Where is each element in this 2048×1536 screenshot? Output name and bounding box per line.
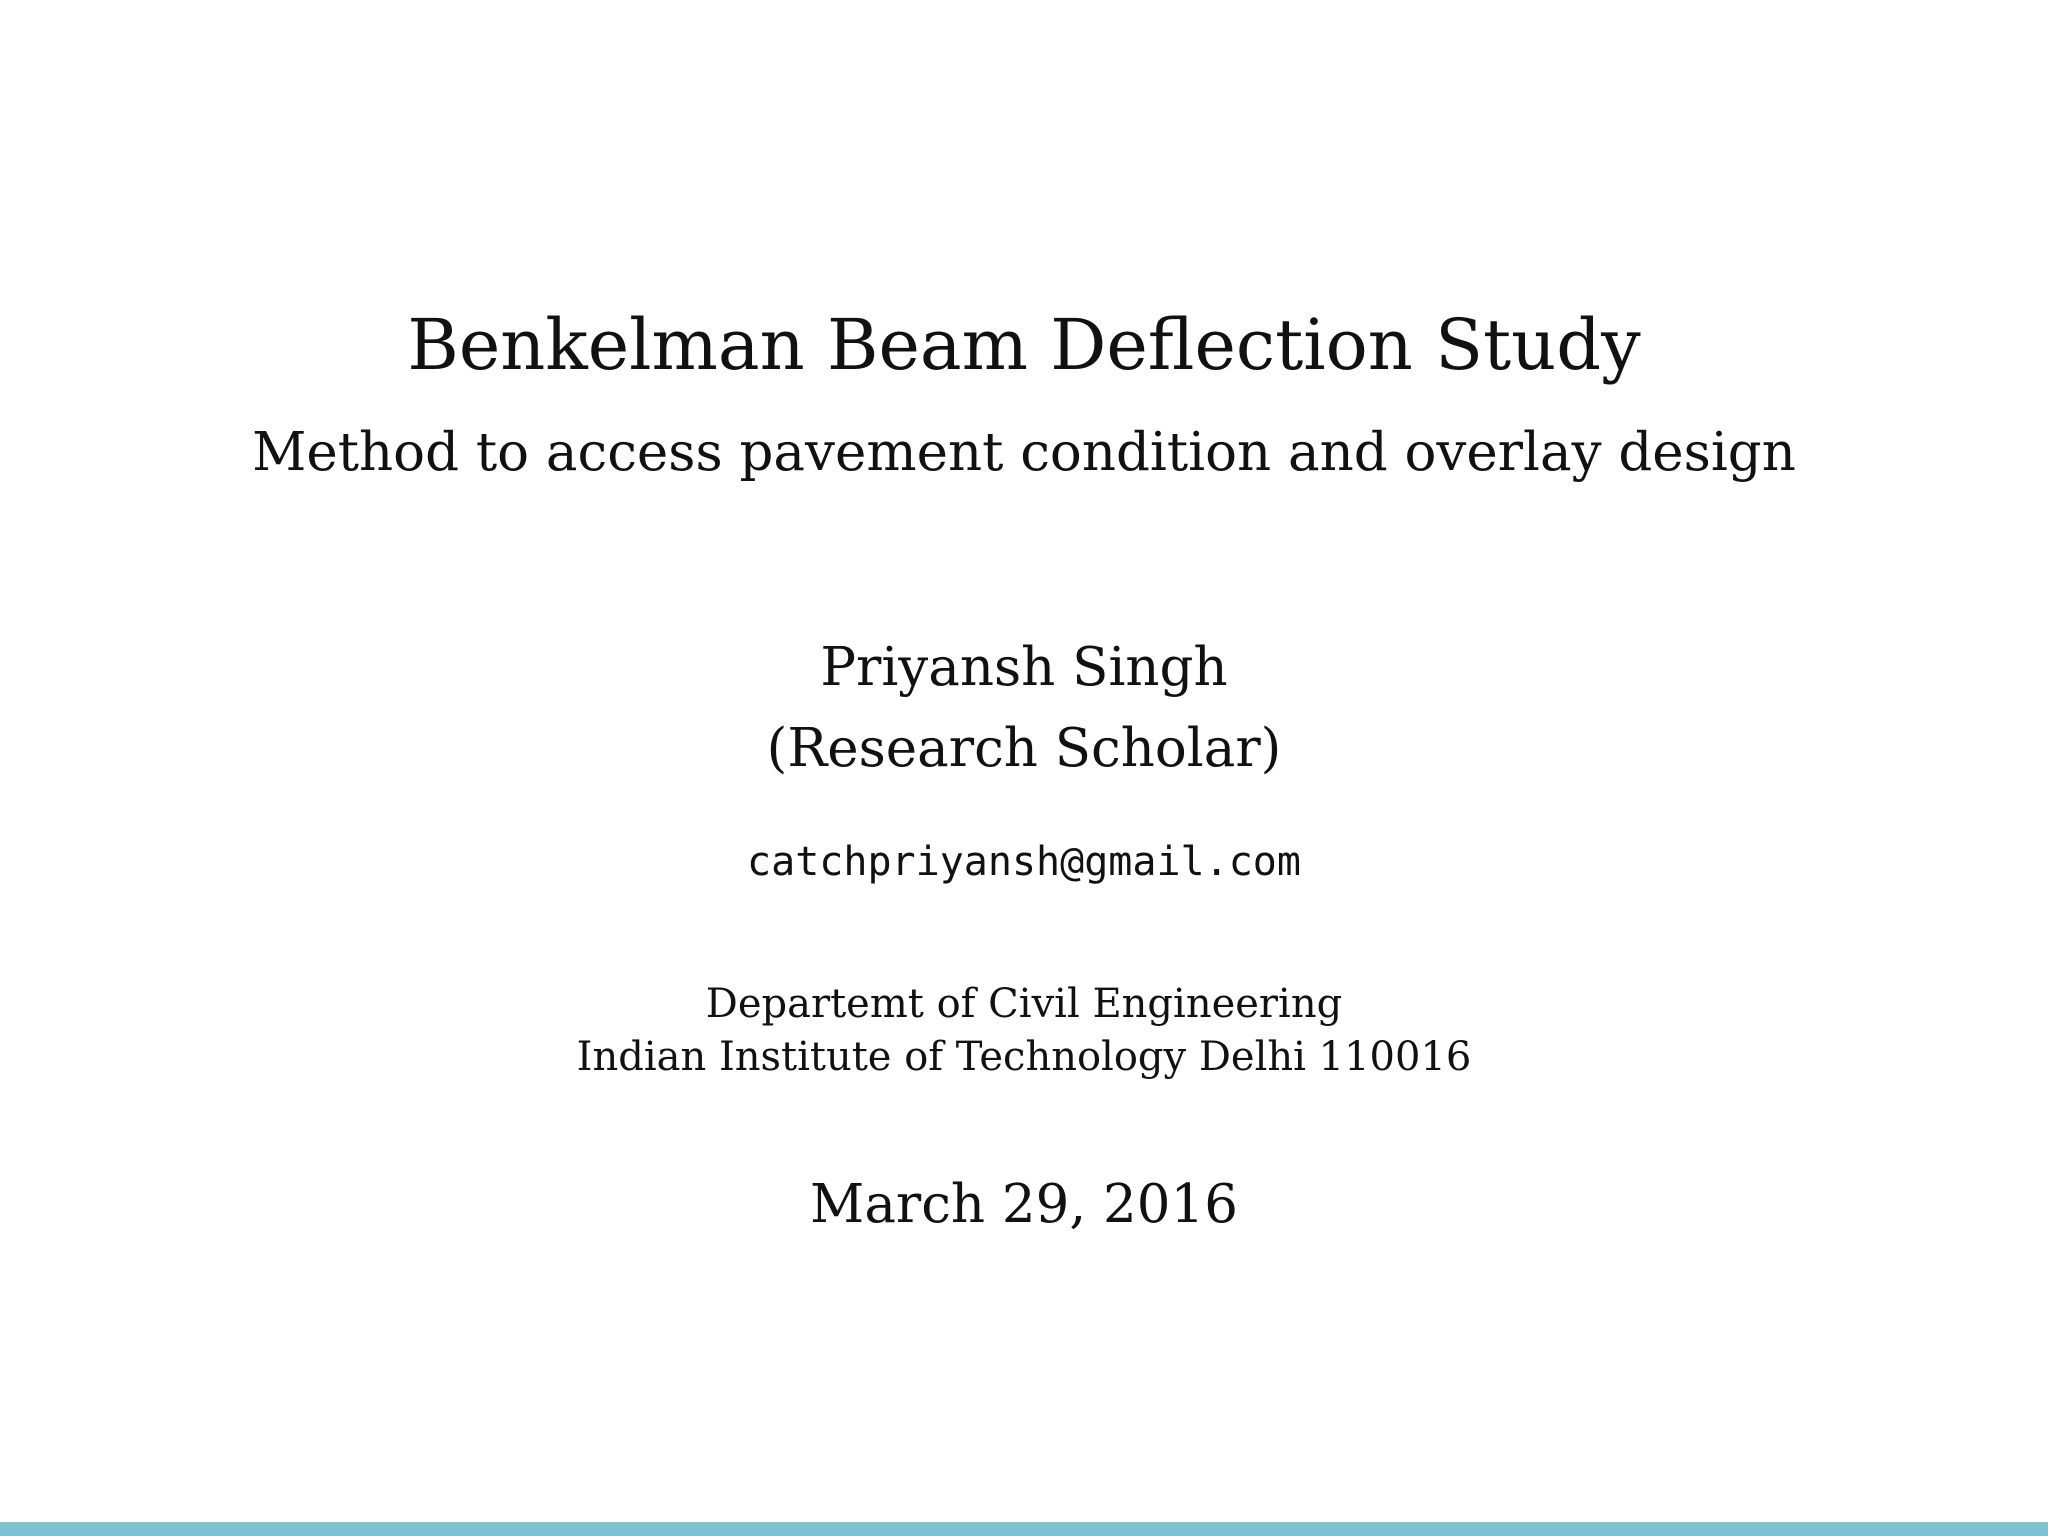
author-role: (Research Scholar)	[766, 718, 1282, 779]
author-name: Priyansh Singh	[820, 637, 1228, 698]
department-name: Departemt of Civil Engineering	[705, 981, 1343, 1027]
slide-subtitle: Method to access pavement condition and overlay design	[252, 422, 1796, 483]
slide-title: Benkelman Beam Deflection Study	[407, 304, 1641, 386]
presentation-date: March 29, 2016	[810, 1174, 1238, 1235]
author-email: catchpriyansh@gmail.com	[747, 839, 1301, 885]
institute-name: Indian Institute of Technology Delhi 110016	[576, 1034, 1472, 1080]
bottom-accent-bar	[0, 1522, 2048, 1536]
